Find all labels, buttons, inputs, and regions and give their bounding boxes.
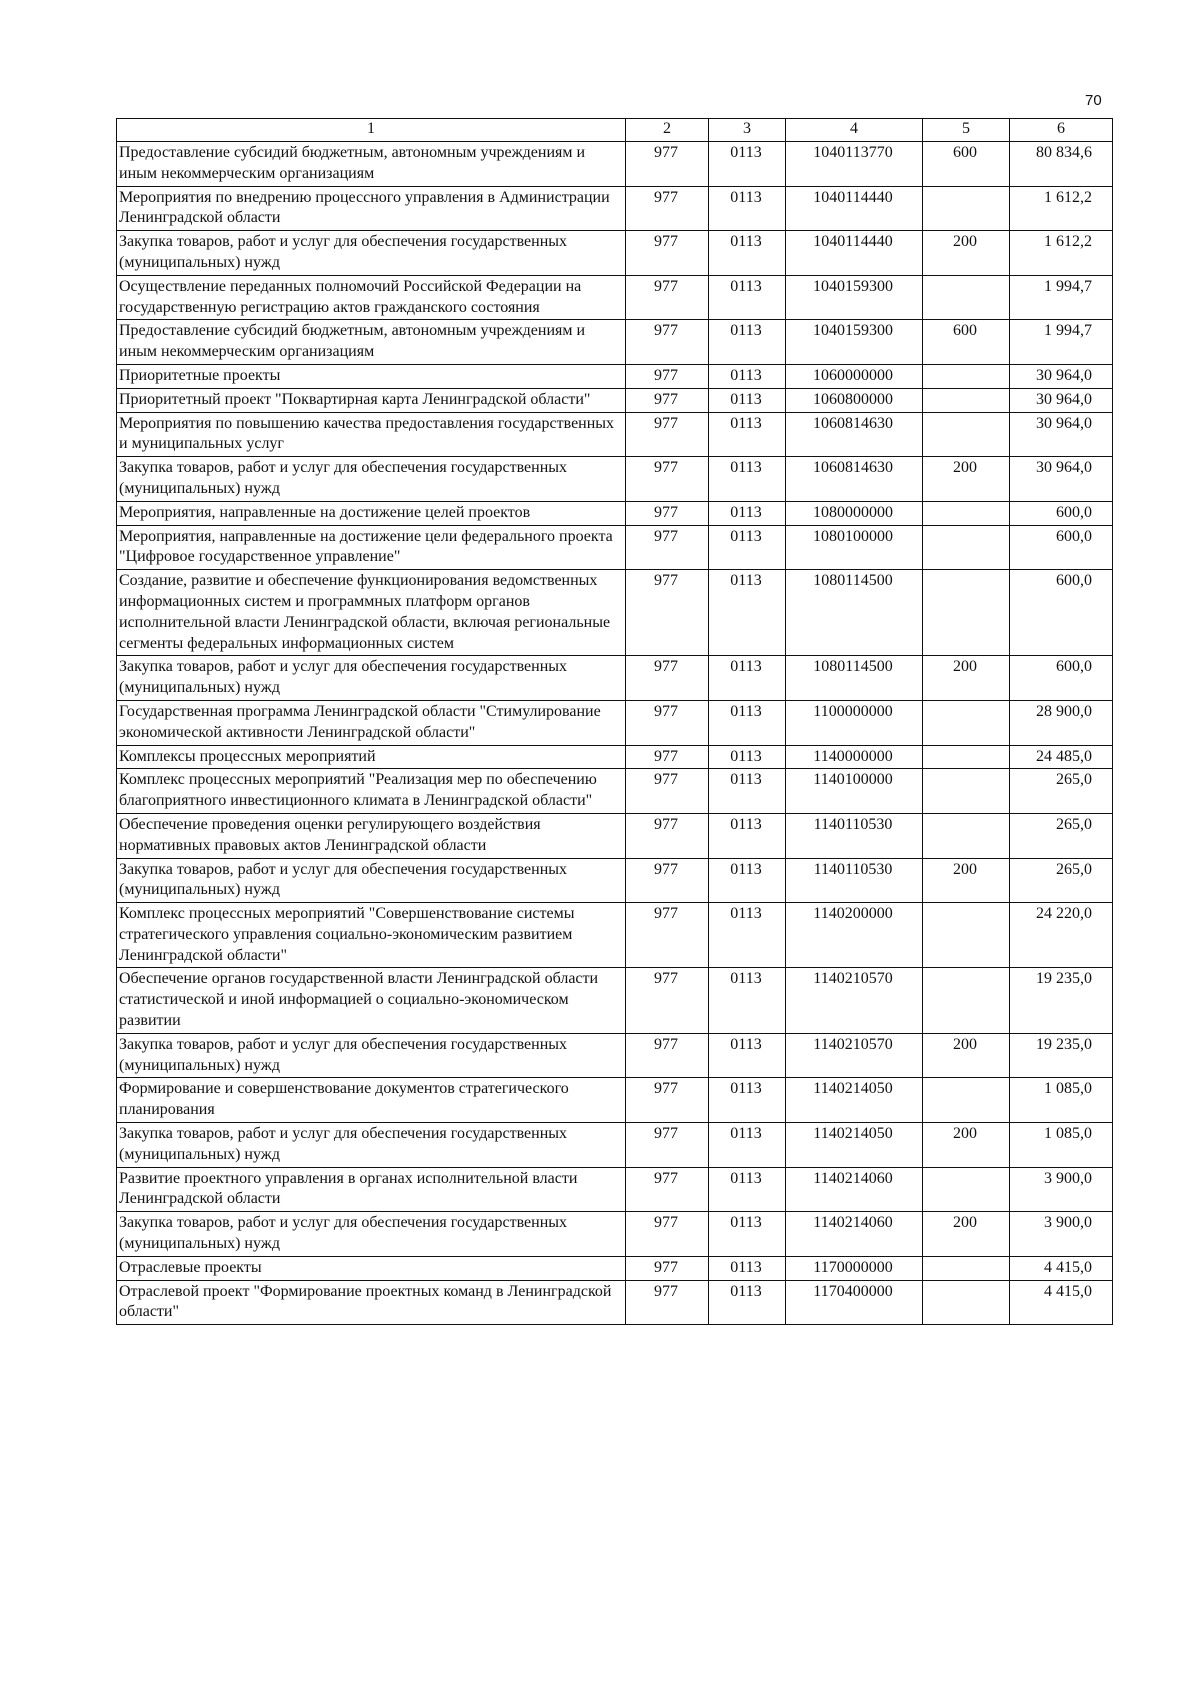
row-target-article: 1060814630 [786,457,923,502]
row-grbs-code: 977 [626,1256,709,1280]
table-header-row [117,119,1113,142]
table-row [117,412,1113,457]
row-amount: 600,0 [1010,570,1113,656]
row-name: Закупка товаров, работ и услуг для обеспечения государственных (муниципальных) нужд [117,858,626,903]
row-amount: 1 994,7 [1010,275,1113,320]
row-grbs-code: 977 [626,745,709,769]
row-section-code: 0113 [709,1167,786,1212]
row-grbs-code: 977 [626,142,709,187]
row-amount: 1 085,0 [1010,1078,1113,1123]
table-row [117,320,1113,365]
row-name: Государственная программа Ленинградской области "Стимулирование экономической активности Ленинградской области" [117,700,626,745]
row-expense-type [923,769,1010,814]
column-header: 3 [709,119,786,142]
table-row [117,769,1113,814]
table-row [117,656,1113,701]
row-expense-type: 600 [923,320,1010,365]
row-section-code: 0113 [709,275,786,320]
row-name: Закупка товаров, работ и услуг для обеспечения государственных (муниципальных) нужд [117,1212,626,1257]
row-amount: 80 834,6 [1010,142,1113,187]
row-target-article: 1080114500 [786,656,923,701]
row-name: Отраслевые проекты [117,1256,626,1280]
row-amount: 24 485,0 [1010,745,1113,769]
table-row [117,388,1113,412]
row-grbs-code: 977 [626,388,709,412]
row-section-code: 0113 [709,186,786,231]
row-section-code: 0113 [709,745,786,769]
row-amount: 30 964,0 [1010,388,1113,412]
row-grbs-code: 977 [626,457,709,502]
row-section-code: 0113 [709,769,786,814]
row-target-article: 1080000000 [786,501,923,525]
row-target-article: 1140110530 [786,813,923,858]
row-amount: 600,0 [1010,525,1113,570]
table-row [117,231,1113,276]
row-grbs-code: 977 [626,858,709,903]
row-name: Мероприятия по внедрению процессного управления в Администрации Ленинградской области [117,186,626,231]
table-row [117,745,1113,769]
row-target-article: 1140210570 [786,968,923,1033]
row-grbs-code: 977 [626,1033,709,1078]
row-name: Обеспечение органов государственной власти Ленинградской области статистической и иной информацией о социально-экономическом развитии [117,968,626,1033]
row-amount: 30 964,0 [1010,364,1113,388]
row-grbs-code: 977 [626,525,709,570]
row-section-code: 0113 [709,457,786,502]
row-target-article: 1140210570 [786,1033,923,1078]
row-target-article: 1040159300 [786,275,923,320]
row-grbs-code: 977 [626,412,709,457]
row-expense-type: 200 [923,1123,1010,1168]
row-name: Закупка товаров, работ и услуг для обеспечения государственных (муниципальных) нужд [117,1123,626,1168]
row-expense-type [923,700,1010,745]
row-target-article: 1140214060 [786,1212,923,1257]
row-amount: 28 900,0 [1010,700,1113,745]
row-amount: 4 415,0 [1010,1256,1113,1280]
row-grbs-code: 977 [626,275,709,320]
row-amount: 19 235,0 [1010,1033,1113,1078]
row-name: Приоритетный проект "Поквартирная карта Ленинградской области" [117,388,626,412]
table-row [117,142,1113,187]
row-section-code: 0113 [709,858,786,903]
row-grbs-code: 977 [626,501,709,525]
row-section-code: 0113 [709,231,786,276]
row-name: Закупка товаров, работ и услуг для обеспечения государственных (муниципальных) нужд [117,1033,626,1078]
row-name: Закупка товаров, работ и услуг для обеспечения государственных (муниципальных) нужд [117,231,626,276]
row-expense-type: 200 [923,1033,1010,1078]
row-target-article: 1060800000 [786,388,923,412]
table-row [117,457,1113,502]
row-amount: 600,0 [1010,501,1113,525]
row-expense-type: 200 [923,858,1010,903]
row-section-code: 0113 [709,412,786,457]
column-header: 2 [626,119,709,142]
table-row [117,1123,1113,1168]
row-section-code: 0113 [709,1033,786,1078]
table-row [117,186,1113,231]
table-row [117,1256,1113,1280]
row-target-article: 1080100000 [786,525,923,570]
table-row [117,1078,1113,1123]
row-grbs-code: 977 [626,1167,709,1212]
row-name: Формирование и совершенствование документов стратегического планирования [117,1078,626,1123]
row-target-article: 1040114440 [786,186,923,231]
row-section-code: 0113 [709,700,786,745]
column-header: 4 [786,119,923,142]
row-name: Комплекс процессных мероприятий "Совершенствование системы стратегического управления социально-экономическим развитием Ленинградской области" [117,903,626,968]
table-row [117,968,1113,1033]
column-header: 5 [923,119,1010,142]
row-name: Закупка товаров, работ и услуг для обеспечения государственных (муниципальных) нужд [117,457,626,502]
table-row [117,1167,1113,1212]
row-target-article: 1140200000 [786,903,923,968]
row-expense-type: 200 [923,457,1010,502]
column-header: 1 [117,119,626,142]
row-expense-type [923,903,1010,968]
table-row [117,525,1113,570]
row-expense-type: 200 [923,1212,1010,1257]
row-section-code: 0113 [709,570,786,656]
row-name: Мероприятия, направленные на достижение цели федерального проекта "Цифровое государственное управление" [117,525,626,570]
row-expense-type [923,525,1010,570]
row-section-code: 0113 [709,388,786,412]
row-grbs-code: 977 [626,1078,709,1123]
row-expense-type: 200 [923,231,1010,276]
budget-table [116,118,1113,1325]
row-grbs-code: 977 [626,1280,709,1325]
row-grbs-code: 977 [626,968,709,1033]
row-target-article: 1140000000 [786,745,923,769]
row-grbs-code: 977 [626,1123,709,1168]
row-name: Осуществление переданных полномочий Российской Федерации на государственную регистрацию актов гражданского состояния [117,275,626,320]
row-amount: 30 964,0 [1010,457,1113,502]
row-grbs-code: 977 [626,656,709,701]
row-section-code: 0113 [709,1123,786,1168]
row-target-article: 1140100000 [786,769,923,814]
row-section-code: 0113 [709,1212,786,1257]
row-amount: 19 235,0 [1010,968,1113,1033]
row-name: Приоритетные проекты [117,364,626,388]
row-grbs-code: 977 [626,1212,709,1257]
row-name: Мероприятия, направленные на достижение целей проектов [117,501,626,525]
row-amount: 3 900,0 [1010,1212,1113,1257]
column-header: 6 [1010,119,1113,142]
row-target-article: 1140214050 [786,1123,923,1168]
table-row [117,275,1113,320]
row-amount: 1 612,2 [1010,186,1113,231]
page-number: 70 [1085,92,1102,109]
row-expense-type [923,1167,1010,1212]
row-name: Обеспечение проведения оценки регулирующего воздействия нормативных правовых актов Ленинградской области [117,813,626,858]
row-target-article: 1080114500 [786,570,923,656]
row-section-code: 0113 [709,1256,786,1280]
row-expense-type [923,388,1010,412]
row-expense-type [923,501,1010,525]
row-section-code: 0113 [709,1280,786,1325]
table-row [117,570,1113,656]
row-target-article: 1100000000 [786,700,923,745]
row-section-code: 0113 [709,656,786,701]
table-row [117,903,1113,968]
row-name: Отраслевой проект "Формирование проектных команд в Ленинградской области" [117,1280,626,1325]
row-expense-type [923,745,1010,769]
row-expense-type [923,968,1010,1033]
row-section-code: 0113 [709,320,786,365]
row-target-article: 1060000000 [786,364,923,388]
table-row [117,501,1113,525]
table-row [117,1212,1113,1257]
row-amount: 4 415,0 [1010,1280,1113,1325]
row-section-code: 0113 [709,1078,786,1123]
table-body [117,142,1113,1325]
row-name: Развитие проектного управления в органах исполнительной власти Ленинградской области [117,1167,626,1212]
row-expense-type [923,1256,1010,1280]
row-target-article: 1140110530 [786,858,923,903]
row-expense-type [923,813,1010,858]
row-expense-type [923,412,1010,457]
row-expense-type [923,275,1010,320]
row-expense-type [923,1078,1010,1123]
row-grbs-code: 977 [626,186,709,231]
row-target-article: 1060814630 [786,412,923,457]
row-grbs-code: 977 [626,903,709,968]
row-amount: 265,0 [1010,769,1113,814]
row-section-code: 0113 [709,968,786,1033]
row-amount: 1 085,0 [1010,1123,1113,1168]
row-grbs-code: 977 [626,364,709,388]
row-name: Закупка товаров, работ и услуг для обеспечения государственных (муниципальных) нужд [117,656,626,701]
table-row [117,1280,1113,1325]
row-name: Комплекс процессных мероприятий "Реализация мер по обеспечению благоприятного инвестиционного климата в Ленинградской области" [117,769,626,814]
row-section-code: 0113 [709,903,786,968]
row-section-code: 0113 [709,525,786,570]
row-target-article: 1040159300 [786,320,923,365]
row-name: Создание, развитие и обеспечение функционирования ведомственных информационных систем и программных платформ органов исполнительной власти Ленинградской области, включая региональные сегменты федеральных информационных систем [117,570,626,656]
row-expense-type [923,1280,1010,1325]
row-amount: 1 612,2 [1010,231,1113,276]
row-expense-type [923,570,1010,656]
row-section-code: 0113 [709,501,786,525]
row-section-code: 0113 [709,364,786,388]
row-expense-type [923,364,1010,388]
row-amount: 265,0 [1010,813,1113,858]
row-target-article: 1140214060 [786,1167,923,1212]
row-expense-type [923,186,1010,231]
row-grbs-code: 977 [626,700,709,745]
row-amount: 30 964,0 [1010,412,1113,457]
row-amount: 600,0 [1010,656,1113,701]
table-row [117,700,1113,745]
table-row [117,364,1113,388]
row-expense-type: 200 [923,656,1010,701]
row-grbs-code: 977 [626,570,709,656]
row-amount: 3 900,0 [1010,1167,1113,1212]
row-amount: 265,0 [1010,858,1113,903]
row-target-article: 1040114440 [786,231,923,276]
row-name: Мероприятия по повышению качества предоставления государственных и муниципальных услуг [117,412,626,457]
table-row [117,813,1113,858]
table-row [117,1033,1113,1078]
row-section-code: 0113 [709,142,786,187]
row-grbs-code: 977 [626,320,709,365]
row-amount: 1 994,7 [1010,320,1113,365]
row-amount: 24 220,0 [1010,903,1113,968]
row-name: Предоставление субсидий бюджетным, автономным учреждениям и иным некоммерческим организациям [117,142,626,187]
row-target-article: 1140214050 [786,1078,923,1123]
row-expense-type: 600 [923,142,1010,187]
row-section-code: 0113 [709,813,786,858]
row-target-article: 1040113770 [786,142,923,187]
row-grbs-code: 977 [626,813,709,858]
row-target-article: 1170000000 [786,1256,923,1280]
row-grbs-code: 977 [626,769,709,814]
row-name: Комплексы процессных мероприятий [117,745,626,769]
row-grbs-code: 977 [626,231,709,276]
row-name: Предоставление субсидий бюджетным, автономным учреждениям и иным некоммерческим организациям [117,320,626,365]
table-row [117,858,1113,903]
row-target-article: 1170400000 [786,1280,923,1325]
